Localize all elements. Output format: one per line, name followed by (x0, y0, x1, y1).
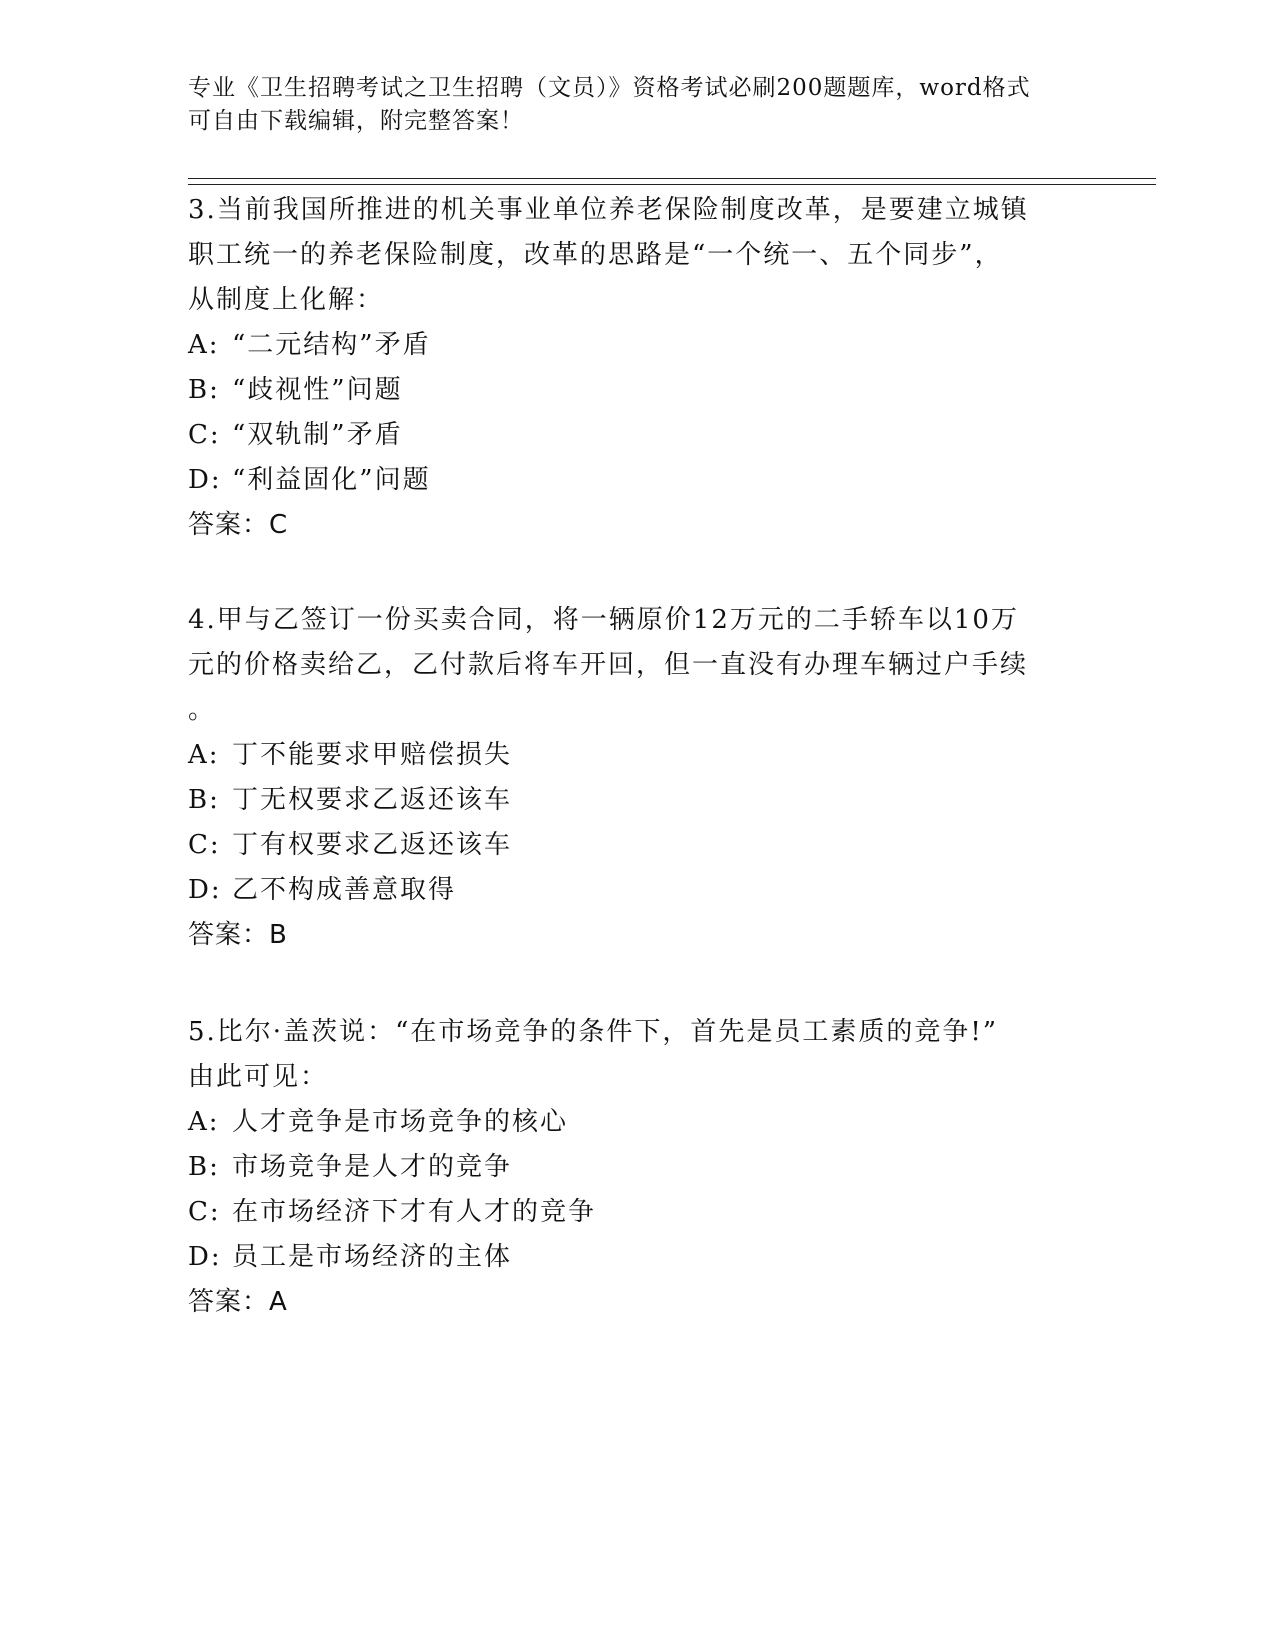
option-key: A: (188, 1107, 220, 1137)
answer: 答案：B (188, 920, 288, 950)
option-key: D: (188, 875, 222, 905)
document-header (188, 72, 1068, 138)
option-a (188, 323, 1068, 368)
option-key: C: (188, 830, 221, 860)
option-text: 丁不能要求甲赔偿损失 (232, 740, 513, 770)
answer: 答案：C (188, 510, 289, 540)
option-a (188, 733, 1068, 778)
stem-line: 4.甲与乙签订一份买卖合同，将一辆原价12万元的二手轿车以10万 (188, 605, 1019, 635)
option-d (188, 868, 1068, 913)
option-key: A: (188, 740, 220, 770)
option-c (188, 1190, 1068, 1235)
option-c (188, 823, 1068, 868)
stem-line: 从制度上化解： (188, 285, 385, 315)
option-key: D: (188, 1242, 222, 1272)
option-key: D: (188, 465, 222, 495)
option-text: “双轨制”矛盾 (232, 420, 403, 450)
option-d (188, 458, 1068, 503)
option-text: “歧视性”问题 (232, 375, 403, 405)
option-a (188, 1100, 1068, 1145)
option-key: C: (188, 1197, 221, 1227)
question-stem (188, 188, 1068, 323)
option-text: “二元结构”矛盾 (232, 330, 431, 360)
option-key: B: (188, 785, 220, 815)
question-3 (188, 188, 1068, 548)
stem-line: 3.当前我国所推进的机关事业单位养老保险制度改革，是要建立城镇 (188, 195, 1029, 225)
option-key: B: (188, 1152, 220, 1182)
option-text: 在市场经济下才有人才的竞争 (232, 1197, 597, 1227)
stem-line: 元的价格卖给乙，乙付款后将车开回，但一直没有办理车辆过户手续 (188, 650, 1029, 680)
option-text: 人才竞争是市场竞争的核心 (232, 1107, 569, 1137)
stem-line: 由此可见： (188, 1062, 329, 1092)
option-text: 丁有权要求乙返还该车 (232, 830, 513, 860)
option-text: 员工是市场经济的主体 (232, 1242, 513, 1272)
question-stem (188, 598, 1068, 733)
option-c (188, 413, 1068, 458)
stem-line: 5.比尔·盖茨说：“在市场竞争的条件下，首先是员工素质的竞争!” (188, 1017, 999, 1047)
option-key: B: (188, 375, 220, 405)
header-divider (188, 178, 1156, 185)
option-d (188, 1235, 1068, 1280)
option-key: C: (188, 420, 221, 450)
option-b (188, 368, 1068, 413)
option-key: A: (188, 330, 220, 360)
option-text: “利益固化”问题 (232, 465, 431, 495)
header-line-1: 专业《卫生招聘考试之卫生招聘（文员）》资格考试必刷200题题库，word格式 (188, 75, 1031, 101)
stem-line: 。 (188, 695, 217, 725)
question-5 (188, 1010, 1068, 1325)
option-b (188, 1145, 1068, 1190)
question-4 (188, 598, 1068, 958)
question-stem (188, 1010, 1068, 1100)
answer: 答案：A (188, 1287, 288, 1317)
option-text: 市场竞争是人才的竞争 (232, 1152, 513, 1182)
stem-line: 职工统一的养老保险制度，改革的思路是“一个统一、五个同步”， (188, 240, 1003, 270)
option-text: 丁无权要求乙返还该车 (232, 785, 513, 815)
header-line-2: 可自由下载编辑，附完整答案！ (188, 108, 524, 134)
option-b (188, 778, 1068, 823)
option-text: 乙不构成善意取得 (232, 875, 457, 905)
